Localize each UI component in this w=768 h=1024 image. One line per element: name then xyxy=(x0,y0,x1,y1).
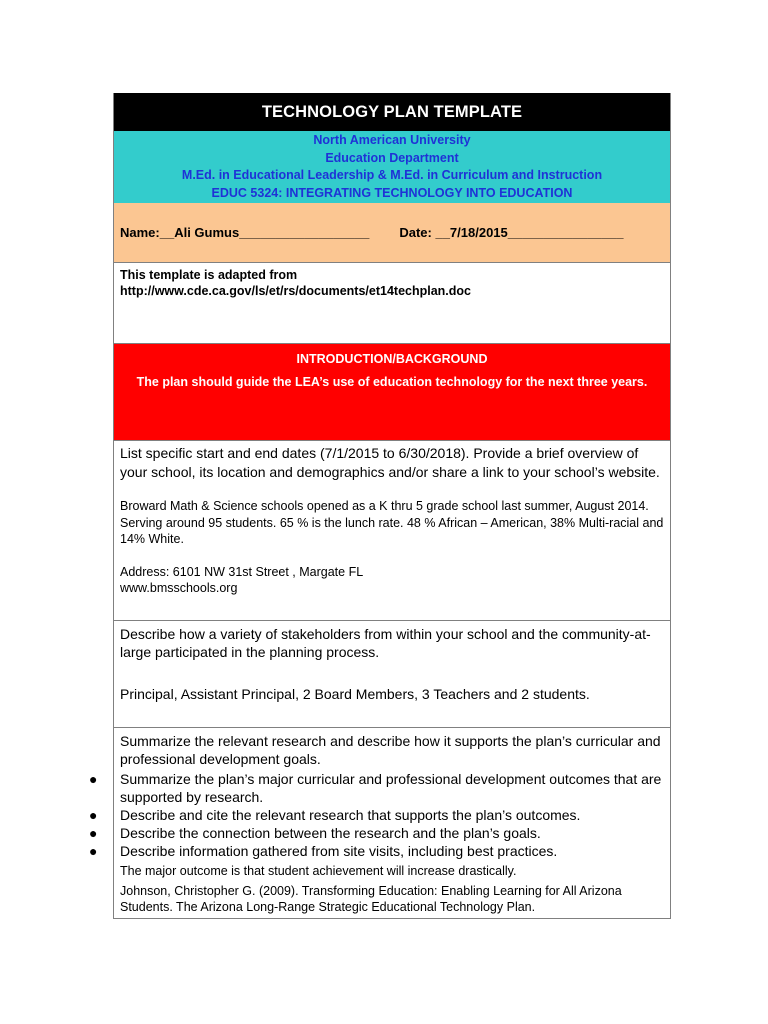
list-item: ● Describe and cite the relevant research that supports the plan’s outcomes. xyxy=(89,807,581,823)
university-header xyxy=(114,131,670,203)
degree-programs: M.Ed. in Educational Leadership & M.Ed. in Curriculum and Instruction xyxy=(181,168,603,183)
introduction-text: The plan should guide the LEA’s use of education technology for the next three years. xyxy=(136,375,648,389)
research-citation: Johnson, Christopher G. (2009). Transforming Education: Enabling Learning for All Arizona Students. The Arizona Long-Range Strategic Educational Technology Plan. xyxy=(120,883,622,914)
research-answer: The major outcome is that student achievement will increase drastically. xyxy=(120,864,517,878)
source-url: http://www.cde.ca.gov/ls/et/rs/documents/et14techplan.doc xyxy=(120,284,472,298)
technology-plan-document xyxy=(89,93,671,919)
title-bar xyxy=(114,93,670,131)
overview-answer: Broward Math & Science schools opened as a K thru 5 grade school last summer, August 2014. Serving around 95 students. 65 % is the lunch rate. 48 % African – American, 38% Multi-racial and 14% White. xyxy=(120,499,664,546)
stakeholders-answer: Principal, Assistant Principal, 2 Board Members, 3 Teachers and 2 students. xyxy=(120,686,590,702)
research-prompt: Summarize the relevant research and describe how it supports the plan’s curricular and professional development goals. xyxy=(120,733,661,767)
name-field: Name:__Ali Gumus__________________ xyxy=(120,225,370,240)
list-item: ● Describe information gathered from site visits, including best practices. xyxy=(89,843,558,859)
list-item: ● Summarize the plan’s major curricular and professional development outcomes that are supported by research. xyxy=(89,771,662,805)
list-item: ● Describe the connection between the research and the plan’s goals. xyxy=(89,825,541,841)
school-overview-section xyxy=(114,441,670,621)
overview-prompt: List specific start and end dates (7/1/2015 to 6/30/2018). Provide a brief overview of your school, its location and demographics and/or share a link to your school’s website. xyxy=(120,445,660,480)
research-section xyxy=(89,728,670,919)
introduction-banner xyxy=(114,344,670,441)
template-source-note xyxy=(114,263,670,344)
department-name: Education Department xyxy=(325,150,459,165)
university-name: North American University xyxy=(313,133,471,147)
course-title: EDUC 5324: INTEGRATING TECHNOLOGY INTO EDUCATION xyxy=(211,185,573,200)
date-field: Date: __7/18/2015________________ xyxy=(399,225,624,240)
bullet-icon: ● xyxy=(89,771,98,787)
bullet-icon: ● xyxy=(89,807,98,823)
bullet-icon: ● xyxy=(89,825,98,841)
school-website: www.bmsschools.org xyxy=(120,581,238,595)
introduction-heading: INTRODUCTION/BACKGROUND xyxy=(296,352,488,366)
research-bullet-list xyxy=(89,770,664,860)
name-date-row xyxy=(114,203,670,263)
adapted-label: This template is adapted from xyxy=(120,268,298,282)
stakeholders-prompt: Describe how a variety of stakeholders from within your school and the community-at-large participated in the planning process. xyxy=(120,626,651,660)
document-title: TECHNOLOGY PLAN TEMPLATE xyxy=(261,102,523,121)
bullet-icon: ● xyxy=(89,843,98,859)
stakeholders-section xyxy=(114,621,670,728)
school-address: Address: 6101 NW 31st Street , Margate FL xyxy=(120,564,364,579)
